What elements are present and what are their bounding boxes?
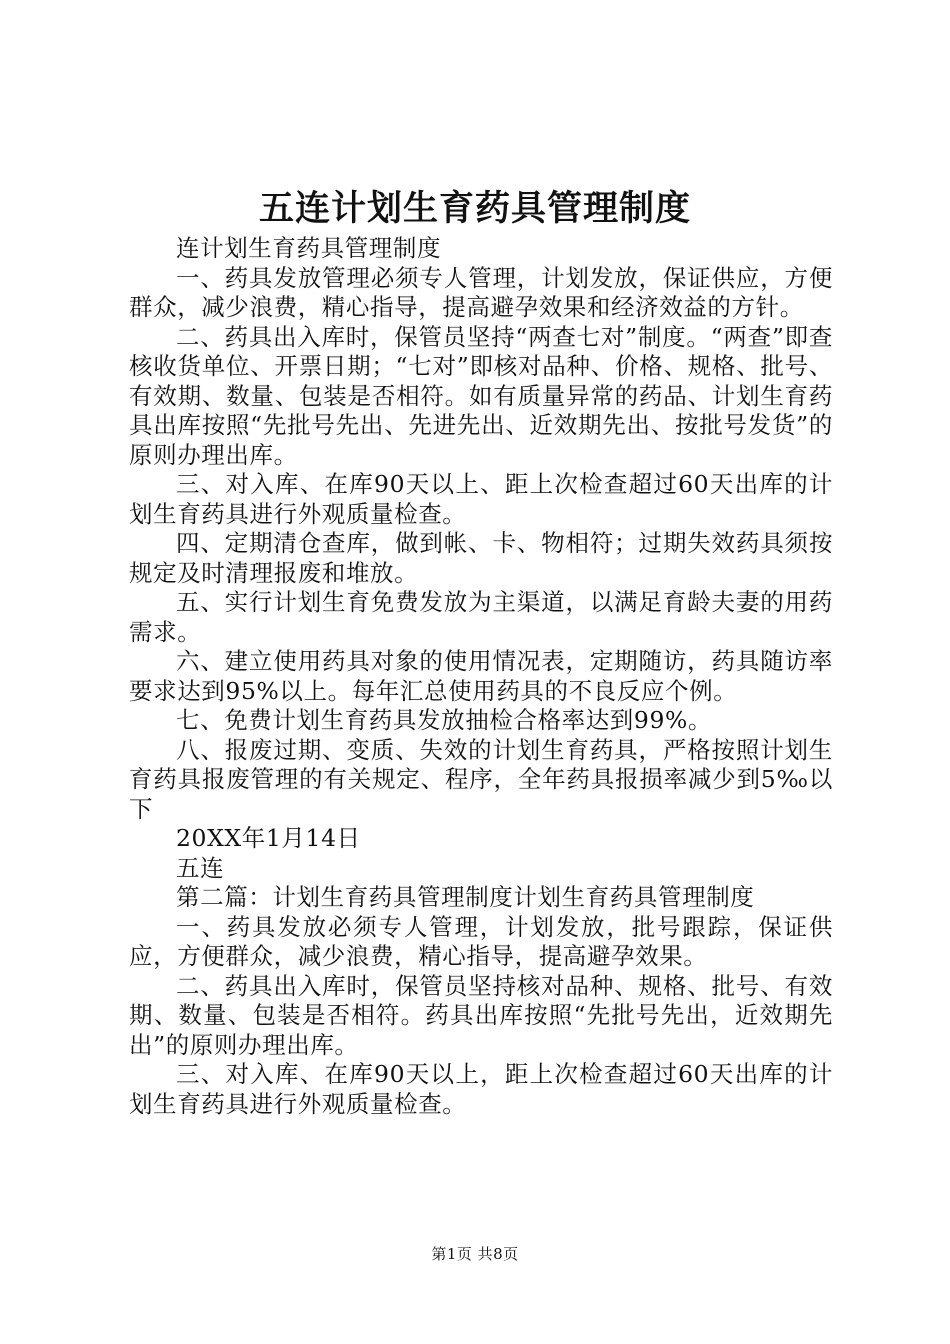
- paragraph: 七、免费计划生育药具发放抽检合格率达到99%。: [176, 706, 713, 734]
- paragraph: 八、报废过期、变质、失效的计划生育药具，严格按照计划生育药具报废管理的有关规定、程序，全年药具报损率减少到5‰以下: [129, 735, 833, 823]
- paragraph: 五、实行计划生育免费发放为主渠道，以满足育龄夫妻的用药需求。: [129, 588, 833, 646]
- section-heading: 第二篇：计划生育药具管理制度计划生育药具管理制度: [176, 883, 755, 911]
- paragraph: 连计划生育药具管理制度: [176, 234, 442, 262]
- paragraph: 一、药具发放管理必须专人管理，计划发放，保证供应，方便群众，减少浪费，精心指导，提高避孕效果和经济效益的方针。: [129, 263, 833, 321]
- paragraph: 二、药具出入库时，保管员坚持核对品种、规格、批号、有效期、数量、包装是否相符。药具出库按照“先批号先出，近效期先出”的原则办理出库。: [129, 971, 833, 1059]
- page-number-footer: 第1页 共8页: [431, 1245, 519, 1263]
- paragraph: 二、药具出入库时，保管员坚持“两查七对”制度。“两查”即查核收货单位、开票日期；“七对”即核对品种、价格、规格、批号、有效期、数量、包装是否相符。如有质量异常的药品、计划生育药具出库按照“先批号先出、先进先出、近效期先出、按批号发货”的原则办理出库。: [129, 322, 833, 469]
- paragraph: 一、药具发放必须专人管理，计划发放，批号跟踪，保证供应，方便群众，减少浪费，精心指导，提高避孕效果。: [129, 912, 833, 970]
- date-line: 20XX年1月14日: [176, 824, 361, 852]
- document-body: [129, 234, 833, 1119]
- paragraph: 六、建立使用药具对象的使用情况表，定期随访，药具随访率要求达到95%以上。每年汇总使用药具的不良反应个例。: [129, 647, 833, 705]
- signature-line: 五连: [176, 853, 225, 882]
- document-title: 五连计划生育药具管理制度: [258, 188, 691, 229]
- paragraph: 四、定期清仓查库，做到帐、卡、物相符；过期失效药具须按规定及时清理报废和堆放。: [129, 529, 833, 587]
- paragraph: 三、对入库、在库90天以上，距上次检查超过60天出库的计划生育药具进行外观质量检查。: [129, 1060, 833, 1118]
- paragraph: 三、对入库、在库90天以上、距上次检查超过60天出库的计划生育药具进行外观质量检查。: [129, 470, 833, 528]
